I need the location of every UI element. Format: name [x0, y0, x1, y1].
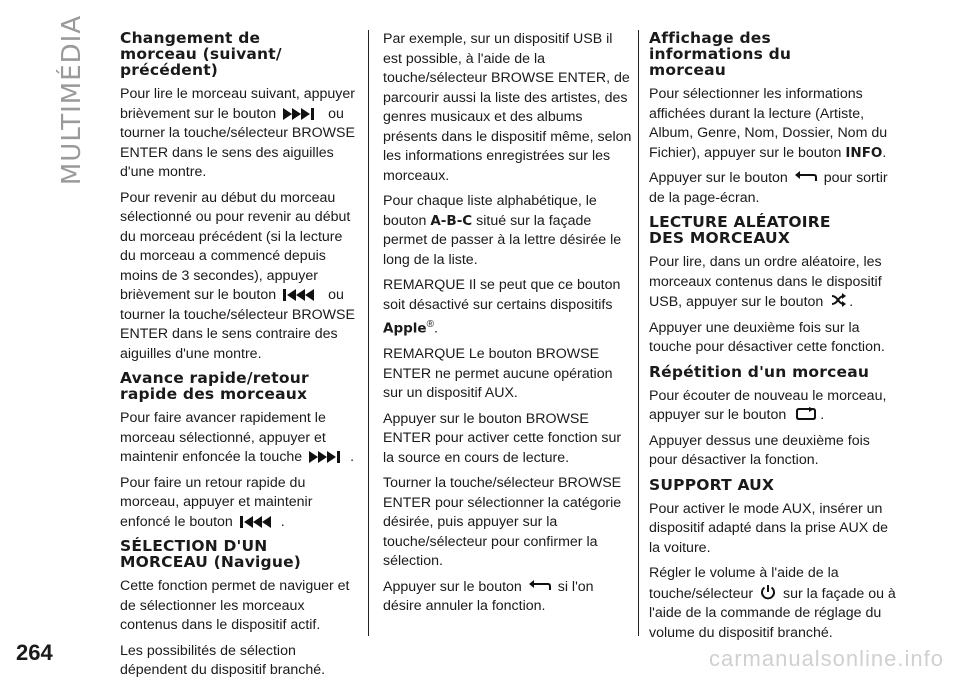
paragraph: Appuyer sur le bouton BROWSE ENTER pour activer cette fonction sur la source en cours de lecture.: [383, 410, 622, 466]
paragraph: Pour revenir au début du morceau sélectionné ou pour revenir au début du morceau précédent (si la lecture du morceau a commencé depuis moins de 3 secondes), appuyer brièvement sur le bouton ou tourner la touche/sélecteur BROWSE ENTER dans le sens contraire des aiguilles d'une montre.: [120, 189, 355, 362]
repeat-icon: [793, 407, 817, 421]
heading-selection-morceau: SÉLECTION D'UN MORCEAU (Navigue): [120, 537, 302, 571]
column-divider: [638, 30, 639, 636]
footer-watermark: carmanualsonline.info: [708, 646, 944, 671]
heading-repetition-morceau: Répétition d'un morceau: [649, 362, 870, 381]
paragraph: Appuyer une deuxième fois sur la touche pour désactiver cette fonction.: [649, 319, 885, 355]
column-3: [649, 30, 899, 649]
paragraph: Pour écouter de nouveau le morceau, appuyer sur le bouton .: [649, 387, 887, 423]
power-icon: [760, 584, 776, 600]
apple-label: Apple: [383, 320, 427, 337]
paragraph: Cette fonction permet de naviguer et de sélectionner les morceaux contenus dans le dispositif actif.: [120, 578, 350, 633]
paragraph: Appuyer dessus une deuxième fois pour désactiver la fonction.: [649, 432, 870, 468]
next-track-icon: [283, 108, 321, 120]
heading-support-aux: SUPPORT AUX: [649, 475, 775, 494]
heading-lecture-aleatoire: LECTURE ALÉATOIRE DES MORCEAUX: [649, 213, 831, 247]
paragraph: Pour lire le morceau suivant, appuyer brièvement sur le bouton ou tourner la touche/sélecteur BROWSE ENTER dans le sens des aiguilles d'une montre.: [120, 86, 356, 180]
shuffle-icon: [830, 292, 846, 308]
abc-button-label: A-B-C: [430, 212, 473, 229]
info-button-label: INFO: [845, 144, 883, 161]
paragraph: Les possibilités de sélection dépendent du dispositif branché.: [120, 642, 326, 678]
paragraph: Par exemple, sur un dispositif USB il est possible, à l'aide de la touche/sélecteur BROWSE ENTER, de parcourir aussi la liste des artistes, des genres musicaux et des albums présents dans le dispositif même, selon les informations enregistrées sur les morceaux.: [383, 31, 632, 184]
paragraph: Régler le volume à l'aide de la touche/sélecteur sur la façade ou à l'aide de la commande de réglage du volume du dispositif branché.: [649, 565, 896, 641]
paragraph: Pour faire avancer rapidement le morceau sélectionné, appuyer et maintenir enfoncée la touche .: [120, 410, 355, 465]
next-track-icon: [309, 451, 347, 463]
paragraph: Pour sélectionner les informations affichées durant la lecture (Artiste, Album, Genre, Nom, Dossier, Nom du Fichier), appuyer sur le bouton INFO.: [649, 86, 888, 161]
back-icon: [795, 171, 817, 184]
paragraph: Appuyer sur le bouton si l'on désire annuler la fonction.: [383, 578, 594, 615]
heading-avance-rapide: Avance rapide/retour rapide des morceaux: [120, 369, 309, 403]
paragraph: Appuyer sur le bouton pour sortir de la page-écran.: [649, 170, 888, 206]
paragraph: Pour faire un retour rapide du morceau, appuyer et maintenir enfoncé le bouton .: [120, 474, 313, 530]
paragraph: Pour activer le mode AUX, insérer un dispositif adapté dans la prise AUX de la voiture.: [649, 500, 888, 556]
previous-track-icon: [283, 289, 321, 301]
paragraph: REMARQUE Il se peut que ce bouton soit désactivé sur certains dispositifs Apple®.: [383, 277, 621, 337]
column-divider: [368, 30, 369, 636]
paragraph: Pour lire, dans un ordre aléatoire, les morceaux contenus dans le dispositif USB, appuyer sur le bouton .: [649, 254, 882, 310]
back-icon: [529, 580, 551, 593]
heading-affichage-informations: Affichage des informations du morceau: [649, 29, 792, 79]
page-number: 264: [16, 640, 53, 665]
heading-changement-morceau: Changement de morceau (suivant/ précédent): [120, 29, 282, 79]
paragraph: REMARQUE Le bouton BROWSE ENTER ne permet aucune opération sur un dispositif AUX.: [383, 346, 613, 402]
paragraph: Pour chaque liste alphabétique, le bouton A-B-C situé sur la façade permet de passer à la lettre désirée le long de la liste.: [383, 193, 622, 268]
section-side-label: MULTIMÉDIA: [57, 14, 88, 186]
paragraph: Tourner la touche/sélecteur BROWSE ENTER pour sélectionner la catégorie désirée, puis appuyer sur la touche/sélecteur pour confirmer la sélection.: [383, 475, 622, 570]
column-1: [120, 30, 358, 687]
column-2: [383, 30, 633, 623]
previous-track-icon: [240, 516, 278, 528]
